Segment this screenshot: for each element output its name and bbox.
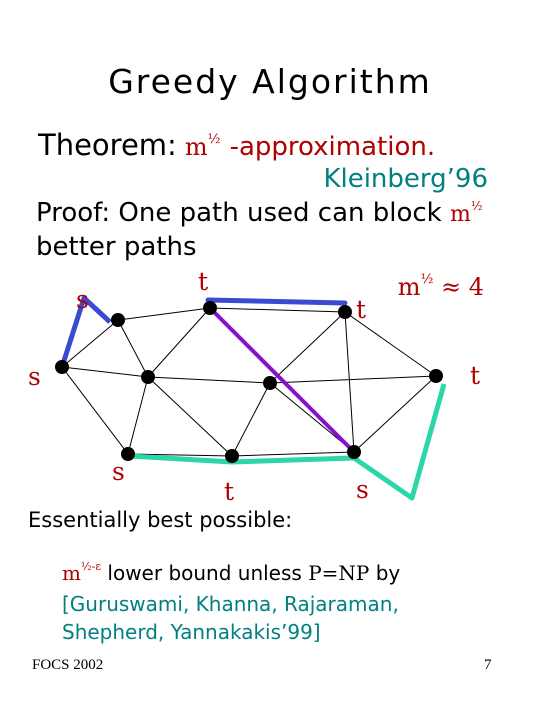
lower-bound-math bbox=[62, 561, 101, 585]
essentially-best-line: Essentially best possible: bbox=[28, 508, 293, 532]
edge bbox=[118, 320, 148, 377]
theorem-suffix: -approximation. bbox=[229, 132, 436, 162]
theorem-label: Theorem: bbox=[38, 128, 177, 162]
edge bbox=[148, 377, 270, 383]
edge bbox=[354, 376, 436, 452]
theorem-math-base: m bbox=[184, 133, 208, 161]
theorem-math-exp: ½ bbox=[207, 132, 221, 148]
lower-bound-line bbox=[62, 560, 400, 585]
node bbox=[429, 369, 443, 383]
label-s-bottom-right: s bbox=[356, 475, 369, 504]
edge bbox=[128, 377, 148, 454]
edge bbox=[345, 312, 354, 452]
proof-text-1: Proof: One path used can block bbox=[36, 198, 450, 228]
teal-path-left bbox=[130, 456, 354, 462]
node bbox=[225, 449, 239, 463]
edge bbox=[270, 376, 436, 383]
lower-bound-math-base: m bbox=[62, 560, 81, 585]
edge bbox=[270, 312, 345, 383]
proof-math-exp: ½ bbox=[470, 199, 483, 214]
edge bbox=[62, 367, 128, 454]
graph-edges bbox=[62, 308, 436, 456]
lower-bound-math-exp: ½-ε bbox=[80, 560, 102, 573]
citation-gkrsy-line-2: Shepherd, Yannakakis’99] bbox=[62, 620, 321, 644]
edge bbox=[232, 383, 270, 456]
node bbox=[263, 376, 277, 390]
edge bbox=[118, 308, 210, 320]
node bbox=[55, 360, 69, 374]
lower-bound-by: by bbox=[369, 560, 401, 585]
edge bbox=[210, 308, 345, 312]
proof-line-2: better paths bbox=[36, 232, 197, 262]
label-t-right: t bbox=[470, 361, 481, 390]
node bbox=[111, 313, 125, 327]
node bbox=[141, 370, 155, 384]
page-number: 7 bbox=[484, 657, 492, 673]
edge bbox=[62, 367, 148, 377]
citation-gkrsy-line-1: [Guruswami, Khanna, Rajaraman, bbox=[62, 592, 399, 616]
node bbox=[347, 445, 361, 459]
slide-title: Greedy Algorithm bbox=[108, 62, 432, 101]
approx-note-rest: ≈ 4 bbox=[433, 272, 484, 301]
node bbox=[338, 305, 352, 319]
approx-note-base: m bbox=[397, 272, 421, 301]
edge bbox=[148, 377, 232, 456]
label-s-bottom-left: s bbox=[112, 457, 125, 486]
label-s-left: s bbox=[28, 362, 41, 391]
lower-bound-text: lower bound unless bbox=[101, 560, 309, 585]
label-t-bottom-mid: t bbox=[224, 477, 235, 506]
label-s-top: s bbox=[76, 285, 89, 314]
label-t-top: t bbox=[198, 267, 209, 296]
footer-conference: FOCS 2002 bbox=[32, 657, 104, 673]
citation-kleinberg: Kleinberg’96 bbox=[323, 164, 488, 194]
edge bbox=[148, 308, 210, 377]
blue-path-top bbox=[208, 300, 345, 303]
node bbox=[203, 301, 217, 315]
edge bbox=[232, 452, 354, 456]
proof-math-base: m bbox=[450, 202, 471, 227]
label-t-top-right: t bbox=[356, 295, 367, 324]
lower-bound-np: P=NP bbox=[308, 560, 370, 585]
approx-note-exp: ½ bbox=[420, 272, 434, 287]
